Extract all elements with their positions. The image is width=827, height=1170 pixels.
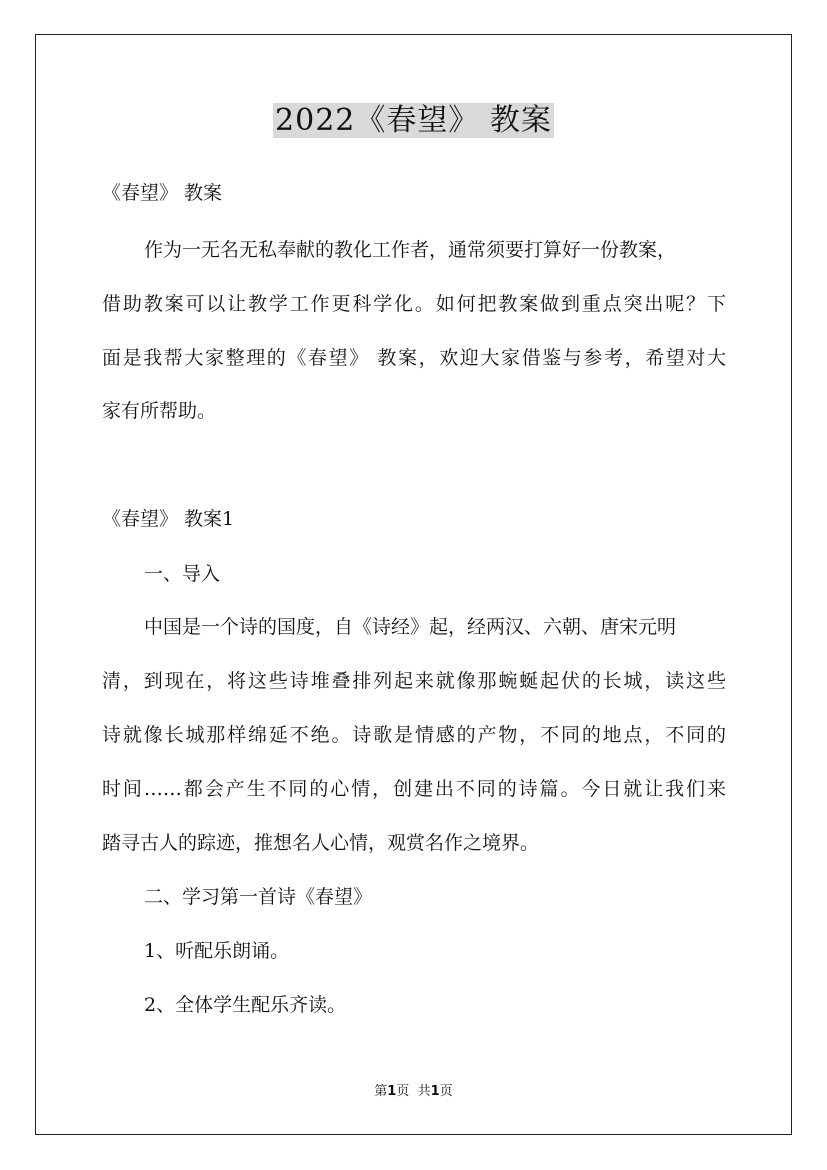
- footer-total-number: 1: [430, 1084, 440, 1099]
- intro-line-3: 面是我帮大家整理的《春望》 教案，欢迎大家借鉴与参考，希望对大: [102, 347, 726, 369]
- page-footer: [0, 1084, 827, 1100]
- footer-page-prefix: 第: [374, 1084, 388, 1099]
- document-title-text: 2022《春望》 教案: [275, 103, 552, 138]
- part1-line-1: 中国是一个诗的国度，自《诗经》起，经两汉、六朝、唐宋元明: [144, 616, 677, 638]
- part1-line-5: 踏寻古人的踪迹，推想名人心情，观赏名作之境界。: [102, 832, 540, 854]
- step-2: 2、全体学生配乐齐读。: [144, 994, 347, 1016]
- footer-total-prefix: 共: [417, 1084, 431, 1099]
- document-title: [0, 100, 827, 142]
- footer-total-suffix: 页: [439, 1084, 453, 1099]
- part1-line-3: 诗就像长城那样绵延不绝。诗歌是情感的产物，不同的地点，不同的: [102, 724, 726, 746]
- part1-line-2: 清，到现在，将这些诗堆叠排列起来就像那蜿蜒起伏的长城，读这些: [102, 670, 726, 692]
- section-heading: 《春望》 教案1: [102, 508, 235, 530]
- intro-line-2: 借助教案可以让教学工作更科学化。如何把教案做到重点突出呢？下: [102, 293, 726, 315]
- intro-line-4: 家有所帮助。: [102, 400, 217, 422]
- footer-page-suffix: 页: [396, 1084, 410, 1099]
- intro-line-1: 作为一无名无私奉献的教化工作者，通常须要打算好一份教案，: [144, 239, 677, 261]
- part1-heading: 一、导入: [144, 563, 221, 585]
- subtitle: 《春望》 教案: [102, 182, 223, 204]
- step-1: 1、听配乐朗诵。: [144, 940, 290, 962]
- part1-line-4: 时间……都会产生不同的心情，创建出不同的诗篇。今日就让我们来: [102, 778, 726, 800]
- footer-page-number: 1: [387, 1084, 397, 1099]
- part2-heading: 二、学习第一首诗《春望》: [144, 886, 373, 908]
